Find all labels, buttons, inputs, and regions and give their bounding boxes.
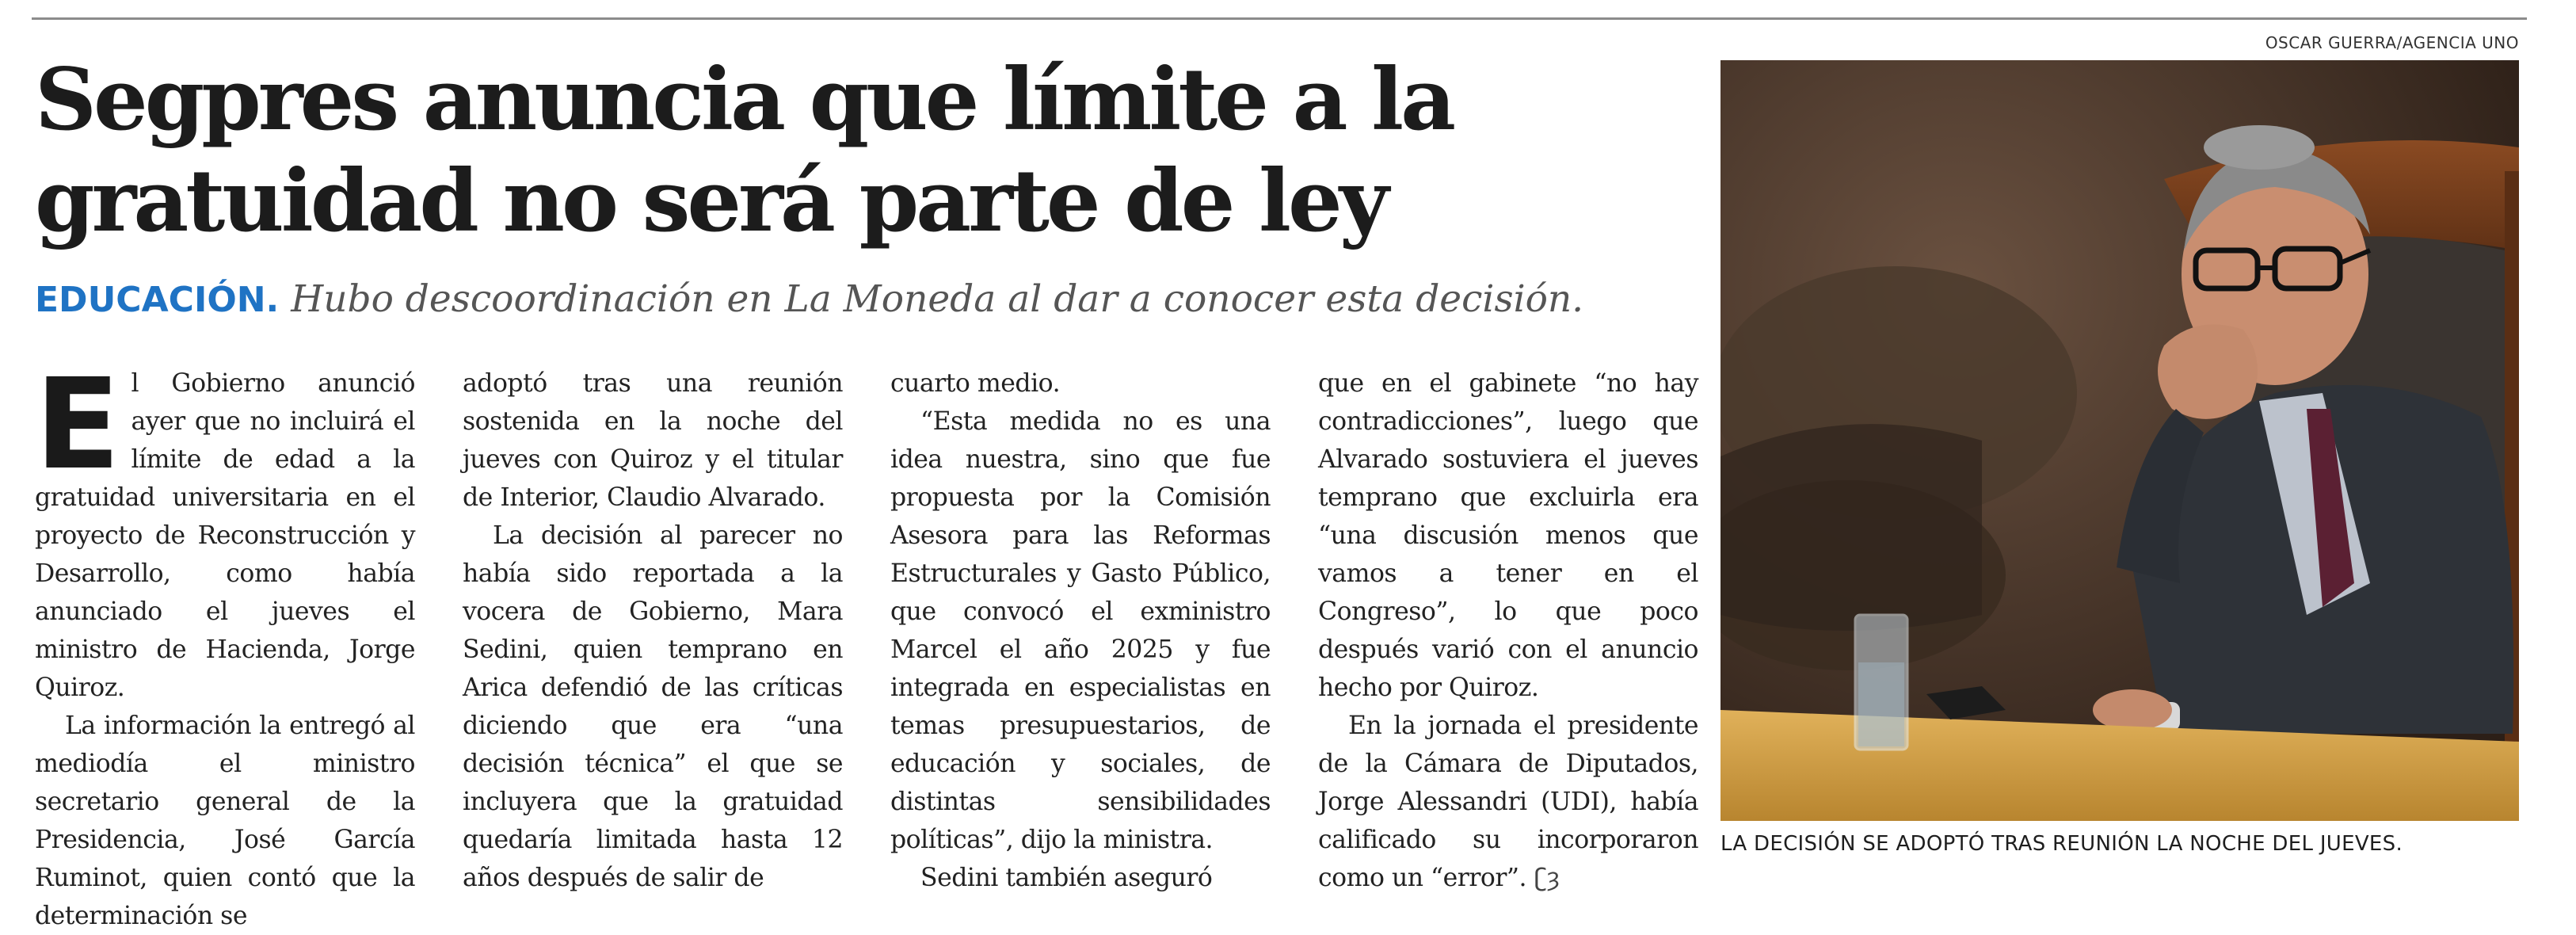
headline-line: Segpres anuncia que límite a la (35, 50, 1454, 150)
paragraph: La información la entregó al mediodía el ministro secretario general de la Presidencia, José García Ruminot, quien contó que la determinación se (35, 712, 415, 930)
paragraph-text: l Gobierno anunció ayer que no incluirá el límite de edad a la gratuidad universitaria en el proyecto de Reconstrucción y Desarrollo, como había anunciado el jueves el ministro de Hacienda, Jorge Quiroz. (35, 369, 415, 702)
article-body (35, 352, 1698, 930)
headline (35, 49, 1659, 252)
paragraph: La decisión al parecer no había sido reportada a la vocera de Gobierno, Mara Sedini, quien temprano en Arica defendió de las críticas diciendo que era “una decisión técnica” el que se incluyera que la gratuidad quedaría limitada hasta 12 años después de salir de (463, 521, 843, 892)
headline-line: gratuidad no será parte de ley (35, 151, 1386, 251)
photo-caption: LA DECISIÓN SE ADOPTÓ TRAS REUNIÓN LA NOCHE DEL JUEVES. (1721, 832, 2403, 856)
section-tag: EDUCACIÓN. (35, 280, 280, 320)
photo-credit: OSCAR GUERRA/AGENCIA UNO (2265, 33, 2519, 52)
end-mark-icon: ʗȝ (1534, 864, 1560, 892)
subheadline-text: Hubo descoordinación en La Moneda al dar a conocer esta decisión. (291, 277, 1584, 321)
paragraph: “Esta medida no es una idea nuestra, sino que fue propuesta por la Comisión Asesora para las Reformas Estructurales y Gasto Público, que convocó el exministro Marcel el año 2025 y fue integrada en especialistas en temas presupuestarios, de educación y sociales, de distintas sensibilidades políticas”, dijo la ministra. (890, 407, 1271, 854)
news-photo (1721, 60, 2519, 821)
paragraph: Sedini también aseguró (920, 864, 1213, 892)
subheadline (35, 276, 1698, 324)
article-column-2 (463, 364, 843, 892)
article-column-3 (890, 364, 1271, 892)
paragraph: adoptó tras una reunión sostenida en la noche del jueves con Quiroz y el titular de Interior, Claudio Alvarado. (463, 369, 843, 512)
paragraph (35, 352, 415, 707)
paragraph: cuarto medio. (890, 369, 1061, 398)
article-column-4 (1318, 364, 1698, 892)
paragraph-text: En la jornada el presidente de la Cámara de Diputados, Jorge Alessandri (UDI), había calificado su incorporaron como un “error”. (1318, 712, 1698, 892)
top-rule (32, 17, 2527, 20)
drop-cap: E (35, 352, 120, 498)
article-column-1 (35, 352, 415, 930)
photo-illustration (1721, 60, 2519, 821)
paragraph (1318, 707, 1698, 897)
paragraph: que en el gabinete “no hay contradicciones”, luego que Alvarado sostuviera el jueves temprano que excluirla era “una discusión menos que vamos a tener en el Congreso”, lo que poco después varió con el anuncio hecho por Quiroz. (1318, 369, 1698, 702)
